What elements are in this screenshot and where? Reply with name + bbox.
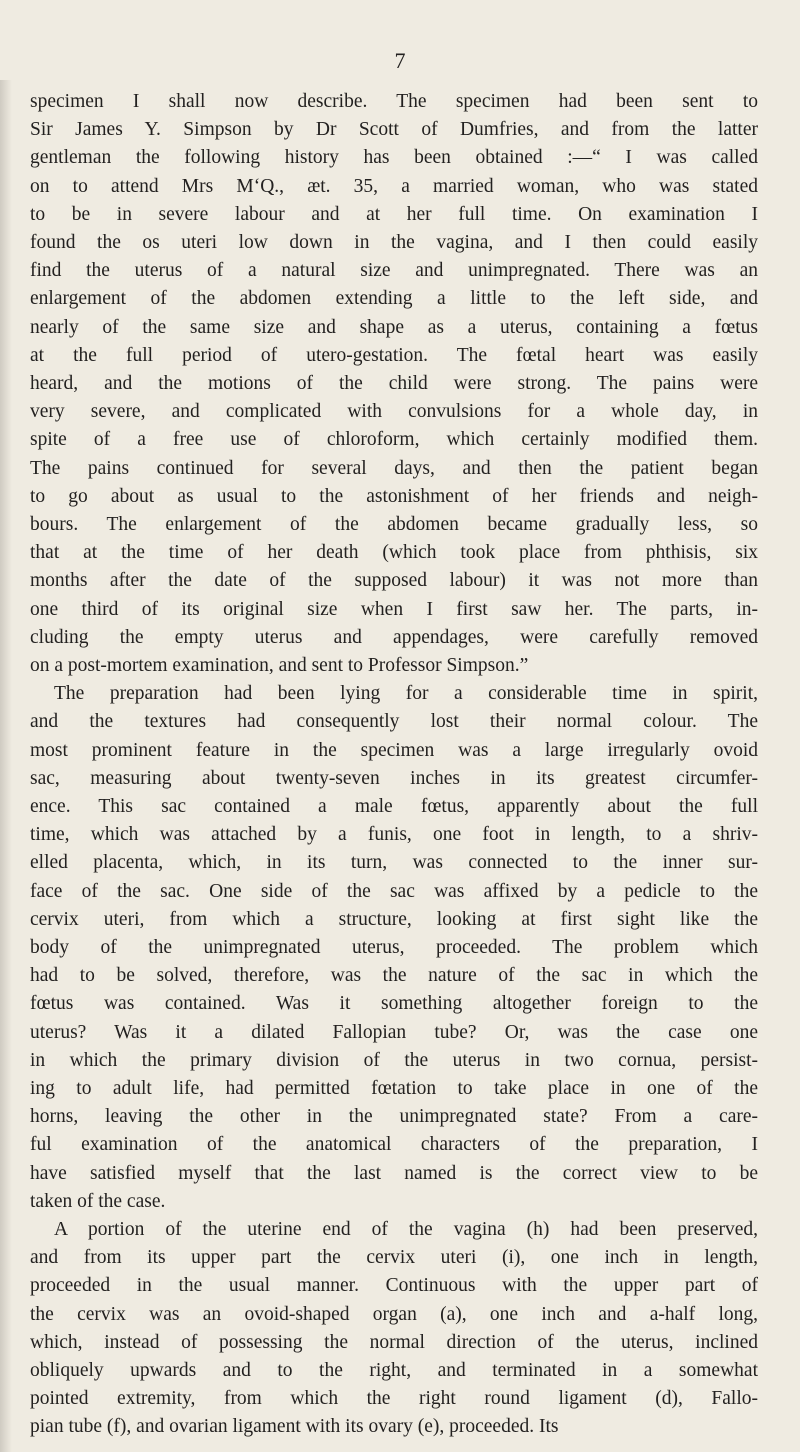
text-line: months after the date of the supposed labour) it was not more than — [30, 570, 758, 592]
text-line: nearly of the same size and shape as a uterus, containing a fœtus — [30, 316, 758, 338]
text-line: the cervix was an ovoid-shaped organ (a), one inch and a-half long, — [30, 1303, 758, 1325]
text-line: which, instead of possessing the normal direction of the uterus, inclined — [30, 1331, 758, 1353]
text-line: to go about as usual to the astonishment of her friends and neigh- — [30, 485, 758, 507]
text-line: on a post-mortem examination, and sent to Professor Simpson.” — [30, 655, 529, 676]
text-line: fœtus was contained. Was it something altogether foreign to the — [30, 993, 758, 1015]
text-line: spite of a free use of chloroform, which certainly modified them. — [30, 429, 758, 451]
text-line: Sir James Y. Simpson by Dr Scott of Dumfries, and from the latter — [30, 119, 758, 141]
text-line: most prominent feature in the specimen was a large irregularly ovoid — [30, 739, 758, 761]
text-line: one third of its original size when I first saw her. The parts, in- — [30, 598, 758, 620]
text-line: that at the time of her death (which took place from phthisis, six — [30, 542, 758, 564]
text-line: find the uterus of a natural size and unimpregnated. There was an — [30, 260, 758, 282]
text-line: face of the sac. One side of the sac was affixed by a pedicle to the — [30, 880, 758, 902]
text-line: at the full period of utero-gestation. The fœtal heart was easily — [30, 344, 758, 366]
text-line: gentleman the following history has been obtained :—“ I was called — [30, 147, 758, 169]
text-line: body of the unimpregnated uterus, proceeded. The problem which — [30, 937, 758, 958]
text-line: obliquely upwards and to the right, and terminated in a somewhat — [30, 1360, 758, 1381]
text-line: and from its upper part the cervix uteri (i), one inch in length, — [30, 1247, 758, 1269]
text-line: pointed extremity, from which the right round ligament (d), Fallo- — [30, 1388, 758, 1410]
text-line: to be in severe labour and at her full time. On examination I — [30, 203, 758, 225]
text-line: pian tube (f), and ovarian ligament with its ovary (e), proceeded. Its — [30, 1416, 559, 1438]
text-line: had to be solved, therefore, was the nature of the sac in which the — [30, 965, 758, 987]
text-line: bours. The enlargement of the abdomen became gradually less, so — [30, 514, 758, 535]
text-line: have satisfied myself that the last named is the correct view to be — [30, 1162, 758, 1184]
binding-shadow — [0, 80, 12, 1452]
text-line: horns, leaving the other in the unimpregnated state? From a care- — [30, 1106, 758, 1128]
text-line: sac, measuring about twenty-seven inches in its greatest circumfer- — [30, 767, 758, 789]
text-line: ing to adult life, had permitted fœtation to take place in one of the — [30, 1078, 758, 1099]
text-line: very severe, and complicated with convulsions for a whole day, in — [30, 401, 758, 423]
text-line: specimen I shall now describe. The specimen had been sent to — [30, 91, 758, 112]
text-line: cluding the empty uterus and appendages, were carefully removed — [30, 626, 758, 648]
text-line: The preparation had been lying for a considerable time in spirit, — [54, 683, 758, 705]
text-line: enlargement of the abdomen extending a little to the left side, and — [30, 288, 758, 310]
text-line: The pains continued for several days, and then the patient began — [30, 457, 758, 479]
text-line: and the textures had consequently lost their normal colour. The — [30, 711, 758, 733]
text-line: taken of the case. — [30, 1190, 166, 1212]
text-line: elled placenta, which, in its turn, was connected to the inner sur- — [30, 852, 758, 874]
text-line: A portion of the uterine end of the vagina (h) had been preserved, — [54, 1219, 758, 1240]
text-line: proceeded in the usual manner. Continuous with the upper part of — [30, 1275, 758, 1297]
text-line: ence. This sac contained a male fœtus, apparently about the full — [30, 796, 758, 817]
text-line: ful examination of the anatomical characters of the preparation, I — [30, 1134, 758, 1156]
text-line: heard, and the motions of the child were strong. The pains were — [30, 373, 758, 394]
text-line: in which the primary division of the uterus in two cornua, persist- — [30, 1049, 758, 1071]
text-line: found the os uteri low down in the vagina, and I then could easily — [30, 232, 758, 253]
text-line: uterus? Was it a dilated Fallopian tube? Or, was the case one — [30, 1021, 758, 1043]
text-line: on to attend Mrs M‘Q., æt. 35, a married woman, who was stated — [30, 175, 758, 197]
text-line: cervix uteri, from which a structure, looking at first sight like the — [30, 908, 758, 930]
page-number: 7 — [394, 48, 406, 73]
text-line: time, which was attached by a funis, one foot in length, to a shriv- — [30, 824, 758, 846]
